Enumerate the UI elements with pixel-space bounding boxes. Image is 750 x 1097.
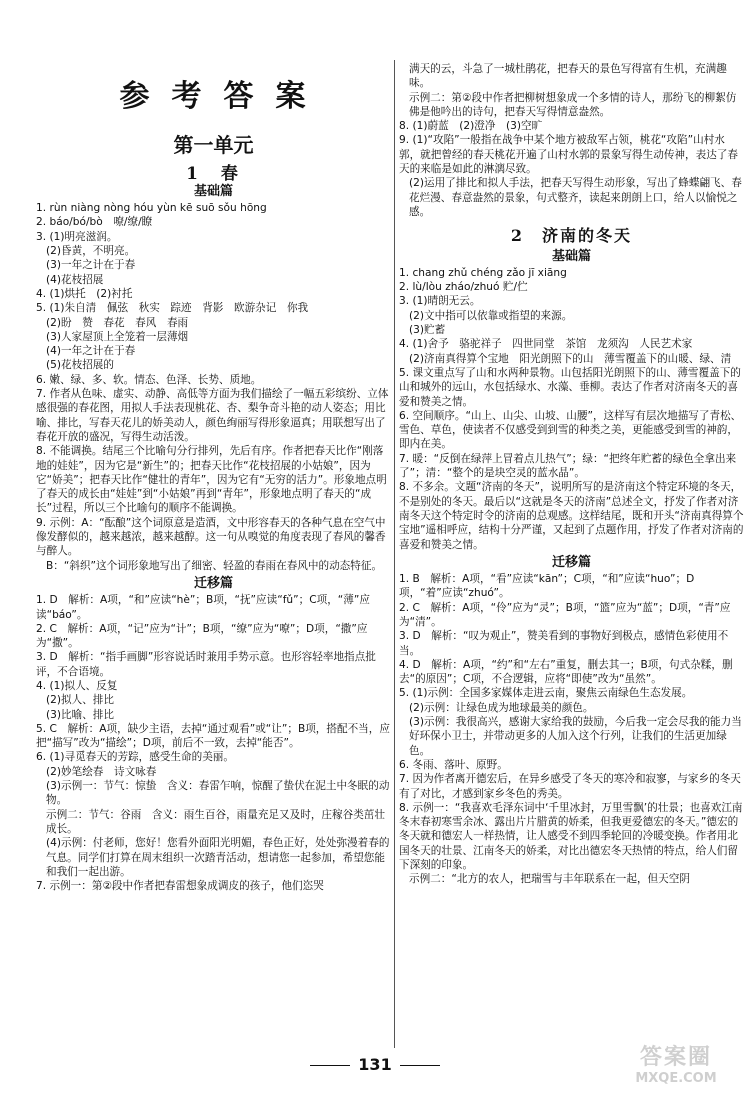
answer-line: 5. (1)朱自清 佩弦 秋实 踪迹 背影 欧游杂记 你我 — [36, 302, 309, 315]
answer-line: 1. D 解析：A项，“和”应读“hè”；B项，“抚”应读“fǔ”；C项，“薄”应读“báo”。 — [36, 594, 370, 621]
answer-line: 满天的云，斗急了一城杜鹃花，把春天的景色写得富有生机，充满趣味。 — [409, 63, 727, 90]
answer-line: 6. 空间顺序。“山上、山尖、山坡、山腰”，这样写有层次地描写了青松、雪色、草色，使读者不仅感受到到雪的种类之美，更能感受到雪的神韵，即内在美。 — [399, 409, 742, 451]
answer-line: 8. 不多余。文题“济南的冬天”，说明所写的是济南这个特定环境的冬天，不是别处的冬天。最后以“这就是冬天的济南”总述全文，抒发了作者对济南冬天这个特定时令的济南的总观感。这样结尾，既和开头“济南真得算个宝地”遥相呼应，结构十分严谨，又起到了点题作用，抒发了作者对济南的喜爱和赞美之情。 — [399, 481, 744, 551]
answer-line: 7. 暖：“反倒在绿萍上冒着点儿热气”；绿：“把终年贮蓄的绿色全拿出来了”；清：“整个的是块空灵的蓝水晶”。 — [399, 452, 737, 480]
answer-line: (4)示例：付老师，您好！您看外面阳光明媚，春色正好，处处弥漫着春的气息。同学们打算在周末组织一次踏青活动，想请您一起参加，希望您能和我们一起出游。 — [46, 837, 390, 878]
unit-heading: 第一单元 — [173, 133, 254, 158]
answer-line: (2)妙笔绘春 诗文咏春 — [46, 765, 157, 778]
answer-line: 6. (1)寻觅春天的芳踪，感受生命的美丽。 — [36, 751, 234, 764]
answer-line: (5)花枝招展的 — [46, 359, 114, 372]
answer-line: B：“斜织”这个词形象地写出了细密、轻盈的春雨在春风中的动态特征。 — [46, 559, 383, 572]
basic-heading-2: 基础篇 — [551, 248, 591, 264]
answer-line: (3)示例：我很高兴，感谢大家给我的鼓励，今后我一定会尽我的能力当好环保小卫士，并带动更多的人加入这个行列，让我们的生活更加绿色。 — [409, 716, 742, 757]
answer-line: (2)昏黄，不明亮。 — [46, 245, 136, 258]
answer-line: (3)一年之计在于春 — [46, 259, 136, 272]
answer-line: (3)比喻、排比 — [46, 708, 114, 721]
answer-line: 6. 嫩、绿、多、软。情态、色泽、长势、质地。 — [36, 373, 262, 386]
lesson-1-heading: 1 春 — [186, 163, 241, 184]
answer-line: (2)济南真得算个宝地 阳光朗照下的山 薄雪覆盖下的山暖、绿、清 — [409, 352, 732, 365]
answer-line: 2. C 解析：A项，“记”应为“计”；B项，“缭”应为“嘹”；D项，“撒”应为“撒”。 — [36, 622, 368, 650]
answer-line: 4. (1)烘托 (2)衬托 — [36, 287, 133, 300]
answer-line: 9. (1)“攻陷”一般指在战争中某个地方被敌军占领，桃花“攻陷”山村水郭，就把曾经的春天桃花开遍了山村水郭的景象写得生动传神，表达了春天的来临是如此的淋漓尽致。 — [399, 134, 738, 176]
answer-line: (4)花枝招展 — [46, 273, 104, 286]
answer-line: 示例二：节气：谷雨 含义：雨生百谷，雨量充足又及时，庄稼谷类茁壮成长。 — [46, 808, 385, 835]
answer-line: 7. 示例一：第②段中作者把春雷想象成调皮的孩子，他们恣哭 — [36, 880, 324, 893]
answer-line: (4)一年之计在于春 — [46, 345, 136, 358]
lesson-2-basic-answers — [399, 266, 744, 552]
answer-line: (3)示例一：节气：惊蛰 含义：春雷乍响，惊醒了蛰伏在泥土中冬眠的动物。 — [46, 780, 390, 807]
lesson-1-transfer-answers — [36, 593, 391, 893]
lesson-1-continued-answers — [399, 62, 744, 219]
answer-line: 示例二：第②段中作者把柳树想象成一个多情的诗人，那纷飞的柳絮仿佛是他吟出的诗句，把春天写得情意盎然。 — [409, 91, 737, 118]
answer-line: (3)贮蓄 — [409, 324, 446, 337]
answer-line: 3. (1)晴朗无云。 — [399, 295, 481, 308]
answer-line: (2)拟人、排比 — [46, 694, 114, 707]
answer-line: (3)人家屋顶上全笼着一层薄烟 — [46, 330, 189, 343]
lesson-1-basic-answers — [36, 201, 391, 573]
page-title: 参考答案 — [119, 79, 328, 114]
answer-line: 5. C 解析：A项，缺少主语，去掉“通过观看”或“让”；B项，搭配不当，应把“描写”改为“描绘”；D项，前后不一致，去掉“能否”。 — [36, 722, 390, 750]
watermark-url: MXQE.COM — [635, 1071, 717, 1086]
answer-line: 8. 不能调换。结尾三个比喻句分行排列，先后有序。作者把春天比作“刚落地的娃娃”，因为它是“新生”的；把春天比作“花枝招展的小姑娘”，因为它“娇美”；把春天比作“健壮的青年”，因为它有“无穷的活力”。形象地点明了春天的成长由“娃娃”到“小姑娘”再到“青年”，形象地点明了春天的“成长”过程，所以三个比喻句的顺序不能调换。 — [36, 445, 387, 515]
transfer-heading-2: 迁移篇 — [551, 554, 591, 570]
column-divider — [394, 60, 395, 1048]
right-column — [399, 0, 744, 887]
lesson-2-heading: 2 济南的冬天 — [510, 226, 633, 246]
answer-line: 7. 因为作者离开德宏后，在异乡感受了冬天的寒冷和寂寥，与家乡的冬天有了对比，才感到家乡冬色的秀美。 — [399, 773, 741, 800]
answer-line: 2. báo/bó/bò 嘹/缭/瞭 — [36, 216, 153, 229]
answer-line: 4. D 解析：A项，“约”和“左右”重复，删去其一；B项，句式杂糅，删去“的原因”；C项，不合逻辑，应将“即使”改为“虽然”。 — [399, 658, 733, 686]
watermark — [616, 1040, 736, 1090]
answer-line: 1. chang zhǔ chéng zǎo jī xiāng — [399, 266, 567, 279]
lesson-2-transfer-answers — [399, 572, 744, 887]
answer-line: 8. 示例一：“我喜欢毛泽东词中‘千里冰封，万里雪飘’的壮景；也喜欢江南冬末春初寒雪余冰、露出片片腊黄的娇柔，但我更爱德宏的冬天。”德宏的冬天就和德宏人一样热情，让人感受不到四季轮回的冷暖变换。作者用北国冬天的壮景、江南冬天的娇柔，对比出德宏冬天热情的特点，给人们留下深刻的印象。 — [399, 801, 743, 872]
answer-line: 示例二：“北方的农人，把瑞雪与丰年联系在一起，但天空阴 — [409, 873, 690, 886]
transfer-heading-1: 迁移篇 — [193, 575, 233, 591]
answer-line: (2)运用了排比和拟人手法，把春天写得生动形象，写出了蜂蝶翩飞、春花烂漫、春意盎然的景象，句式整齐，读起来朗朗上口，给人以愉悦之感。 — [409, 177, 742, 218]
answer-line: 8. (1)蔚蓝 (2)澄净 (3)空旷 — [399, 120, 543, 133]
answer-line: 2. lù/lòu zháo/zhuó 贮/伫 — [399, 281, 528, 294]
answer-line: 4. (1)舍予 骆驼祥子 四世同堂 茶馆 龙须沟 人民艺术家 — [399, 338, 693, 351]
basic-heading-1: 基础篇 — [193, 183, 233, 199]
answer-line: 5. (1)示例：全国多家媒体走进云南，聚焦云南绿色生态发展。 — [399, 687, 693, 700]
answer-line: 3. (1)明亮滋润。 — [36, 230, 118, 243]
answer-line: 9. 示例：A：“酝酿”这个词原意是造酒，文中形容春天的各种气息在空气中像发酵似的，越来越浓，越来越醇。这一句从嗅觉的角度表现了春风的馨香与醉人。 — [36, 516, 386, 558]
page-number: 131 — [358, 1055, 392, 1074]
answer-line: 7. 作者从色味、虚实、动静、高低等方面为我们描绘了一幅五彩缤纷、立体感很强的春花图，用拟人手法表现桃花、杏、梨争奇斗艳的动人姿态；用比喻、排比，写春天花儿的娇美动人，颜色绚丽写得形象逼真；用联想写出了春花开放的盛况，写得生动活泼。 — [36, 388, 389, 443]
left-column — [36, 0, 391, 893]
answer-line: 4. (1)拟人、反复 — [36, 679, 118, 692]
answer-line: 3. D 解析：“指手画脚”形容说话时兼用手势示意。也形容轻率地指点批评，不合语境。 — [36, 651, 376, 678]
answer-line: 1. B 解析：A项，“看”应读“kān”；C项，“和”应读“huo”；D项，“着”应读“zhuó”。 — [399, 573, 695, 600]
answer-line: 6. 冬雨、落叶、原野。 — [399, 758, 508, 771]
answer-line: 5. 课文重点写了山和水两种景物。山包括阳光朗照下的山、薄雪覆盖下的山和城外的远山，水包括绿水、水藻、垂柳。表达了作者对济南冬天的喜爱和赞美之情。 — [399, 366, 741, 408]
answer-line: (2)示例：让绿色成为地球最美的颜色。 — [409, 701, 594, 714]
answer-line: 3. D 解析：“叹为观止”，赞美看到的事物好到极点，感情色彩使用不当。 — [399, 630, 729, 657]
answer-line: (2)盼 赞 春花 春风 春雨 — [46, 316, 189, 329]
answer-line: 1. rùn niàng nòng hóu yùn kē suō sǒu hōng — [36, 202, 267, 215]
watermark-logo: 答案圈 — [639, 1045, 712, 1070]
answer-line: 2. C 解析：A项，“伶”应为“灵”；B项，“篮”应为“蓝”；D项，“青”应为“清”。 — [399, 601, 731, 628]
answer-line: (2)文中指可以依靠或指望的来源。 — [409, 309, 573, 322]
